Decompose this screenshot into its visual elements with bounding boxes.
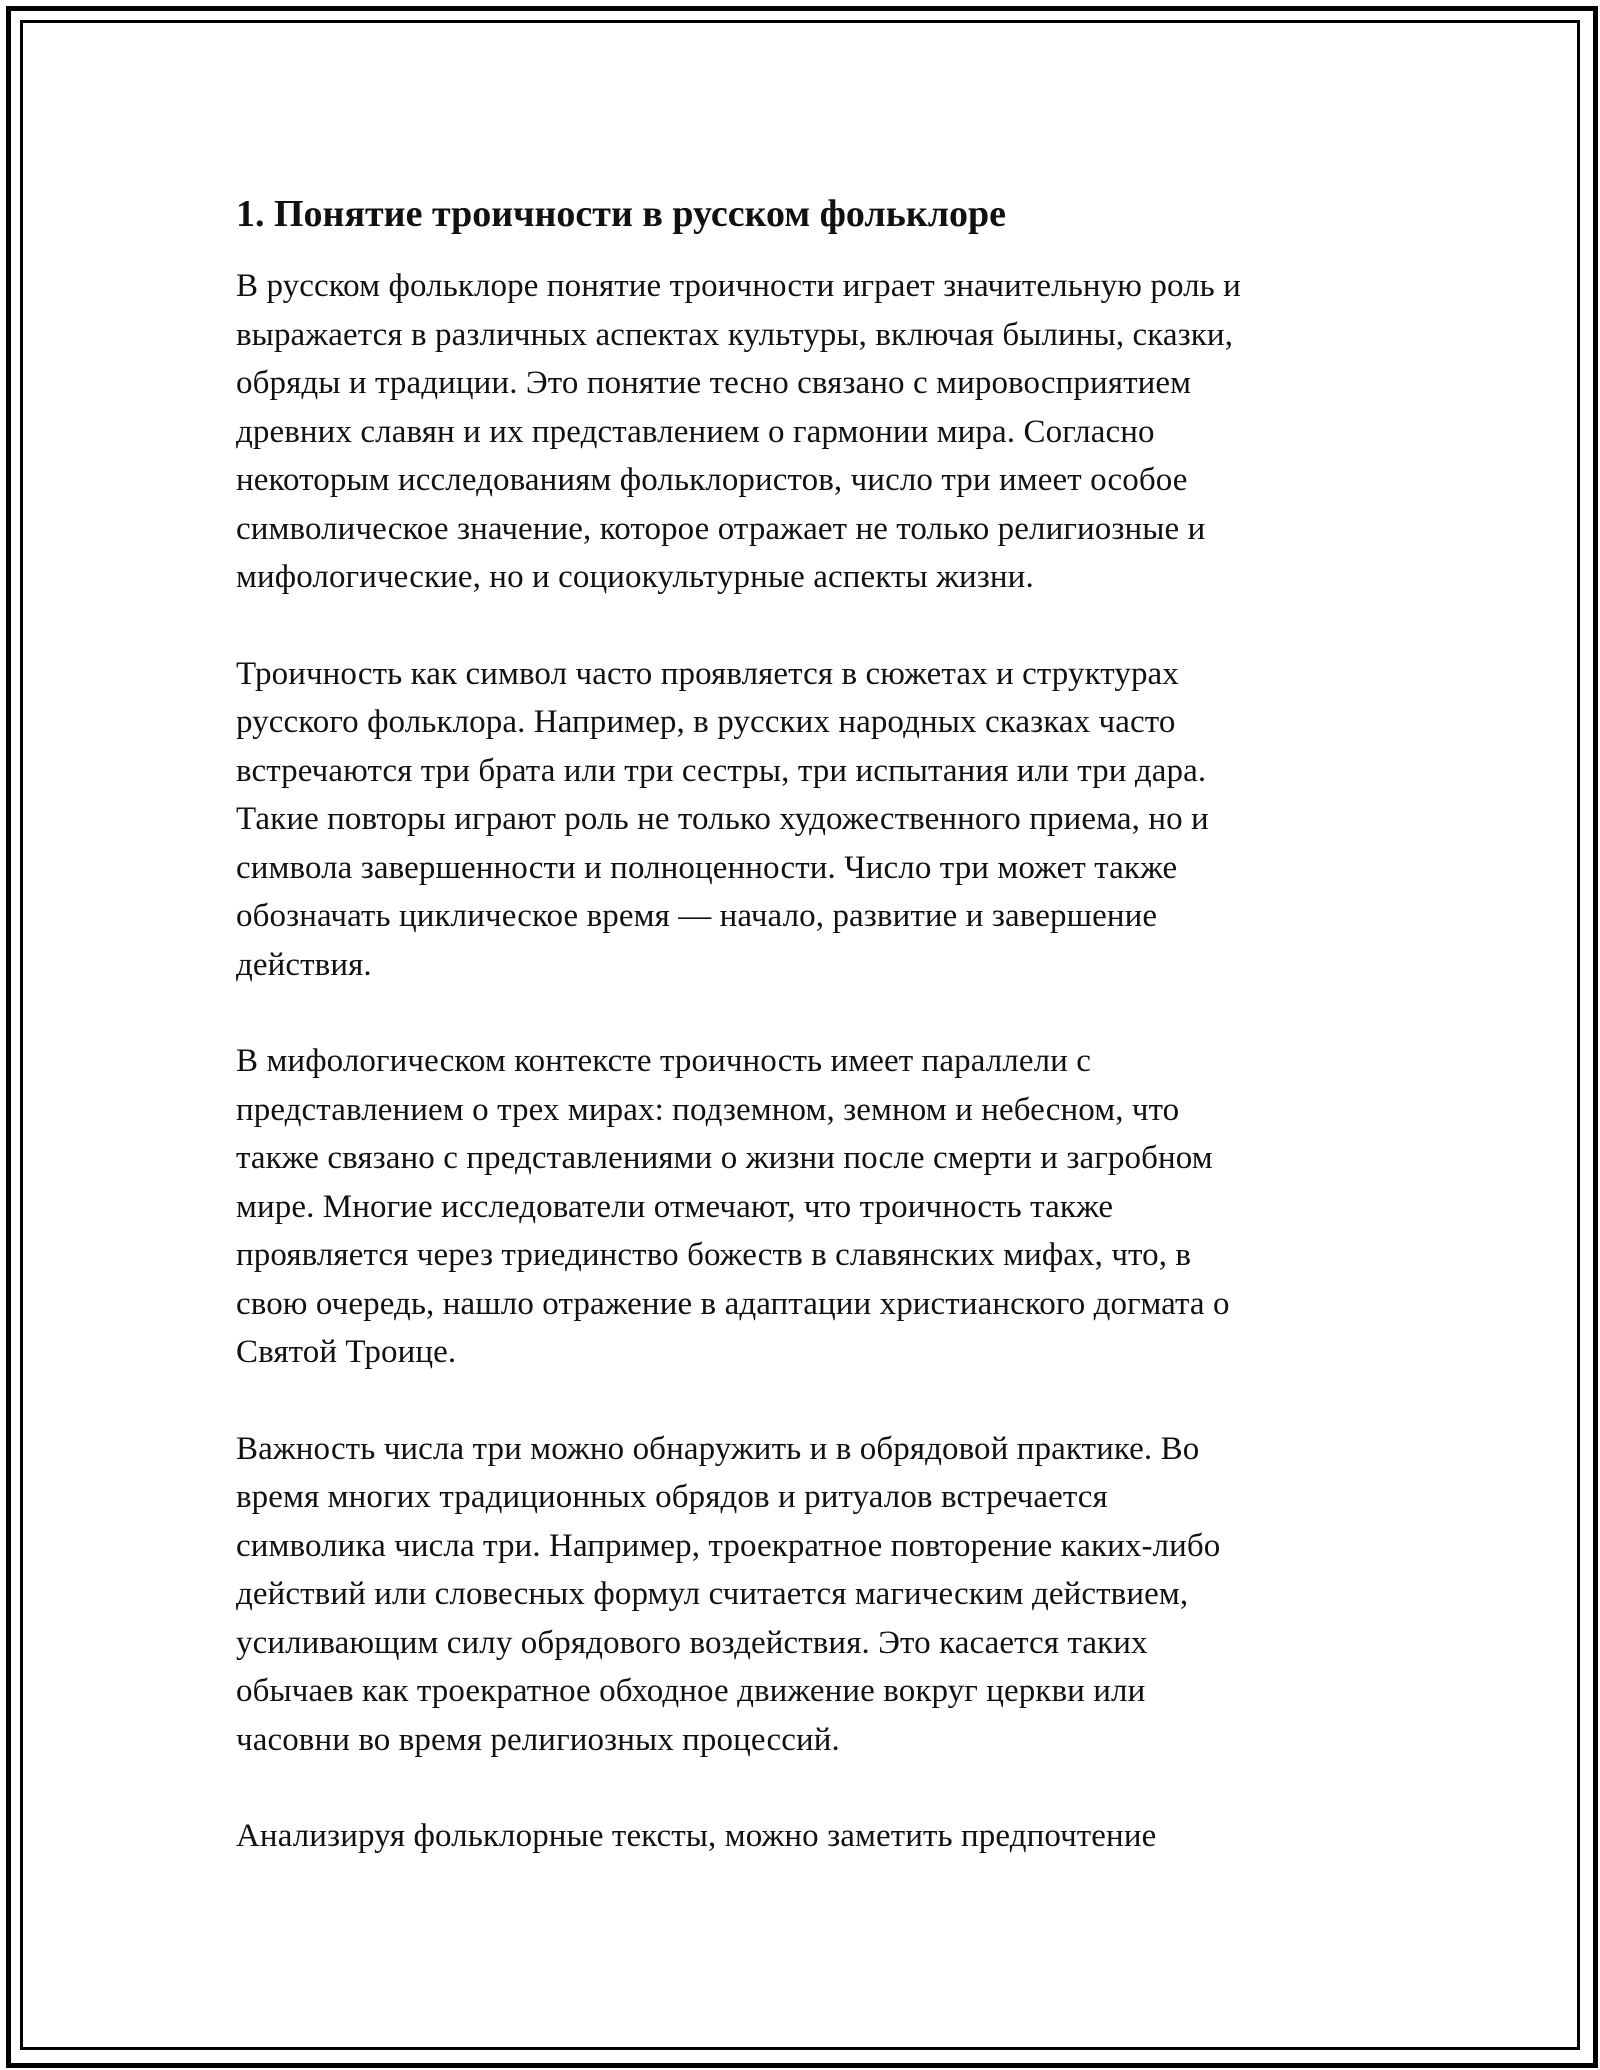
text-line: Анализируя фольклорные тексты, можно заметить предпочтение	[236, 1818, 1157, 1854]
text-line: символика числа три. Например, троекратное повторение каких-либо	[236, 1527, 1221, 1564]
text-line: В русском фольклоре понятие троичности играет значительную роль и	[236, 268, 1241, 304]
text-line: мире. Многие исследователи отмечают, что троичность также	[236, 1188, 1114, 1225]
text-line: русского фольклора. Например, в русских народных сказках часто	[236, 704, 1176, 740]
text-line: В мифологическом контексте троичность имеет параллели с	[236, 1043, 1092, 1079]
text-line: выражается в различных аспектах культуры, включая былины, сказки,	[236, 316, 1234, 353]
text-line: Важность числа три можно обнаружить и в обрядовой практике. Во	[236, 1430, 1200, 1467]
text-line: обряды и традиции. Это понятие тесно связано с мировосприятием	[236, 365, 1192, 401]
section-heading: 1. Понятие троичности в русском фольклоре	[236, 193, 1007, 235]
text-line: древних славян и их представлением о гармонии мира. Согласно	[236, 413, 1155, 450]
text-line: проявляется через триединство божеств в славянских мифах, что, в	[236, 1237, 1192, 1273]
text-line: действий или словесных формул считается магическим действием,	[236, 1576, 1189, 1612]
text-line: действия.	[236, 946, 372, 983]
text-line: свою очередь, нашло отражение в адаптации христианского догмата о	[236, 1285, 1230, 1322]
document-body	[236, 186, 1366, 1909]
text-line: часовни во время религиозных процессий.	[236, 1721, 840, 1758]
text-line: встречаются три брата или три сестры, три испытания или три дара.	[236, 752, 1207, 789]
text-line: символа завершенности и полноценности. Число три может также	[236, 849, 1178, 886]
paragraphs	[236, 262, 1366, 1861]
text-line: Святой Троице.	[236, 1334, 457, 1370]
paragraph	[236, 262, 1366, 602]
text-line: Такие повторы играют роль не только художественного приема, но и	[236, 801, 1209, 837]
text-line: Троичность как символ часто проявляется в сюжетах и структурах	[236, 655, 1179, 692]
text-line: символическое значение, которое отражает не только религиозные и	[236, 510, 1206, 547]
paragraph	[236, 1812, 1366, 1861]
text-line: усиливающим силу обрядового воздействия. Это касается таких	[236, 1624, 1148, 1661]
text-line: время многих традиционных обрядов и ритуалов встречается	[236, 1479, 1108, 1515]
text-line: обозначать циклическое время — начало, развитие и завершение	[236, 898, 1158, 934]
text-line: представлением о трех мирах: подземном, земном и небесном, что	[236, 1091, 1180, 1128]
paragraph	[236, 1037, 1366, 1377]
paragraph	[236, 650, 1366, 990]
paragraph	[236, 1425, 1366, 1765]
text-line: некоторым исследованиям фольклористов, число три имеет особое	[236, 462, 1188, 498]
text-line: также связано с представлениями о жизни после смерти и загробном	[236, 1140, 1213, 1176]
text-line: мифологические, но и социокультурные аспекты жизни.	[236, 559, 1034, 595]
text-line: обычаев как троекратное обходное движение вокруг церкви или	[236, 1673, 1146, 1709]
